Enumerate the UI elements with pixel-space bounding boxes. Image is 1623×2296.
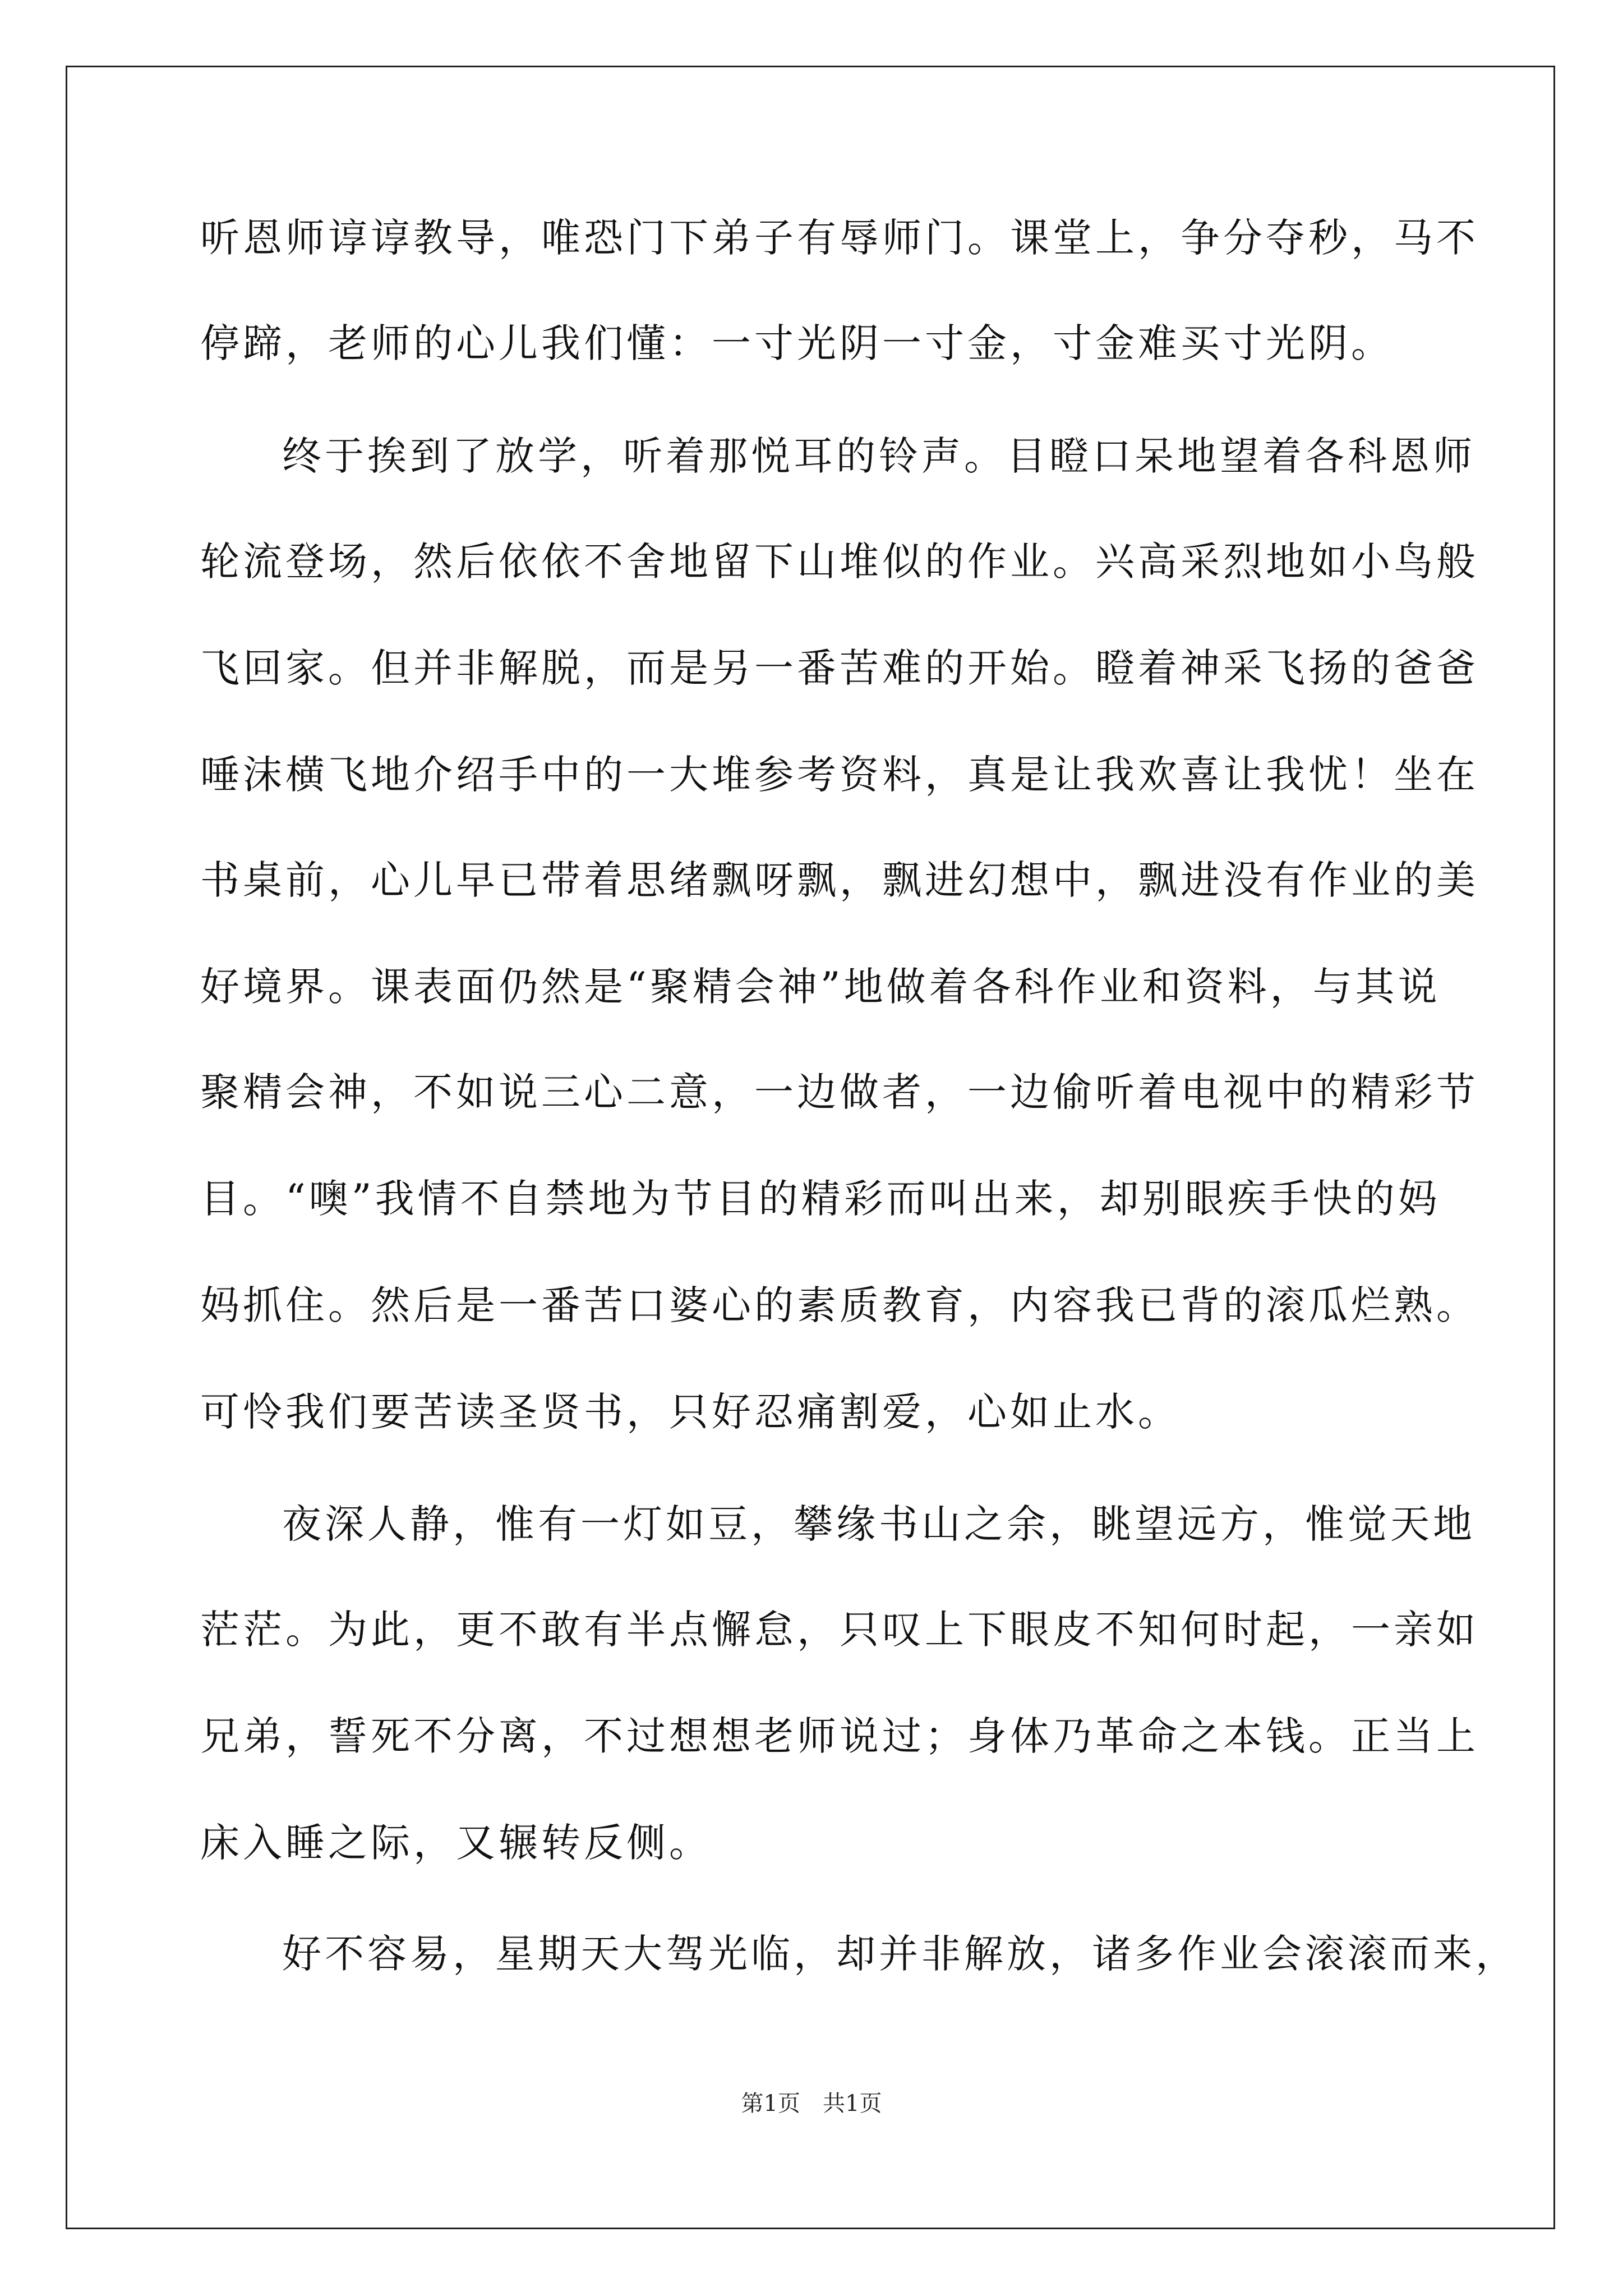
paragraph-first-line: 终于挨到了放学，听着那悦耳的铃声。目瞪口呆地望着各科恩师 <box>282 433 1476 479</box>
text-line: 唾沫横飞地介绍手中的一大堆参考资料，真是让我欢喜让我忧！坐在 <box>200 752 1479 798</box>
text-line: 好境界。课表面仍然是“聚精会神”地做着各科作业和资料，与其说 <box>200 964 1441 1010</box>
paragraph-first-line: 夜深人静，惟有一灯如豆，攀缘书山之余，眺望远方，惟觉天地 <box>282 1501 1476 1547</box>
page-border <box>66 66 1555 2229</box>
text-line: 书桌前，心儿早已带着思绪飘呀飘，飘进幻想中，飘进没有作业的美 <box>200 857 1479 903</box>
page-number-footer: 第1页 共1页 <box>741 2091 882 2116</box>
text-line: 茫茫。为此，更不敢有半点懈怠，只叹上下眼皮不知何时起，一亲如 <box>200 1607 1479 1653</box>
text-line: 目。“噢”我情不自禁地为节目的精彩而叫出来，却别眼疾手快的妈 <box>200 1176 1441 1222</box>
text-line: 轮流登场，然后依依不舍地留下山堆似的作业。兴高采烈地如小鸟般 <box>200 539 1479 585</box>
text-line: 兄弟，誓死不分离，不过想想老师说过；身体乃革命之本钱。正当上 <box>200 1713 1479 1759</box>
paragraph-first-line: 好不容易，星期天大驾光临，却并非解放，诸多作业会滚滚而来， <box>282 1931 1518 1977</box>
text-line: 床入睡之际，又辗转反侧。 <box>200 1820 712 1866</box>
text-line: 听恩师谆谆教导，唯恐门下弟子有辱师门。课堂上，争分夺秒，马不 <box>200 215 1479 261</box>
text-line: 妈抓住。然后是一番苦口婆心的素质教育，内容我已背的滚瓜烂熟。 <box>200 1282 1479 1328</box>
text-line: 停蹄，老师的心儿我们懂：一寸光阴一寸金，寸金难买寸光阴。 <box>200 320 1394 366</box>
text-line: 聚精会神，不如说三心二意，一边做者，一边偷听着电视中的精彩节 <box>200 1069 1479 1115</box>
text-line: 可怜我们要苦读圣贤书，只好忍痛割爱，心如止水。 <box>200 1389 1181 1435</box>
text-line: 飞回家。但并非解脱，而是另一番苦难的开始。瞪着神采飞扬的爸爸 <box>200 645 1479 691</box>
